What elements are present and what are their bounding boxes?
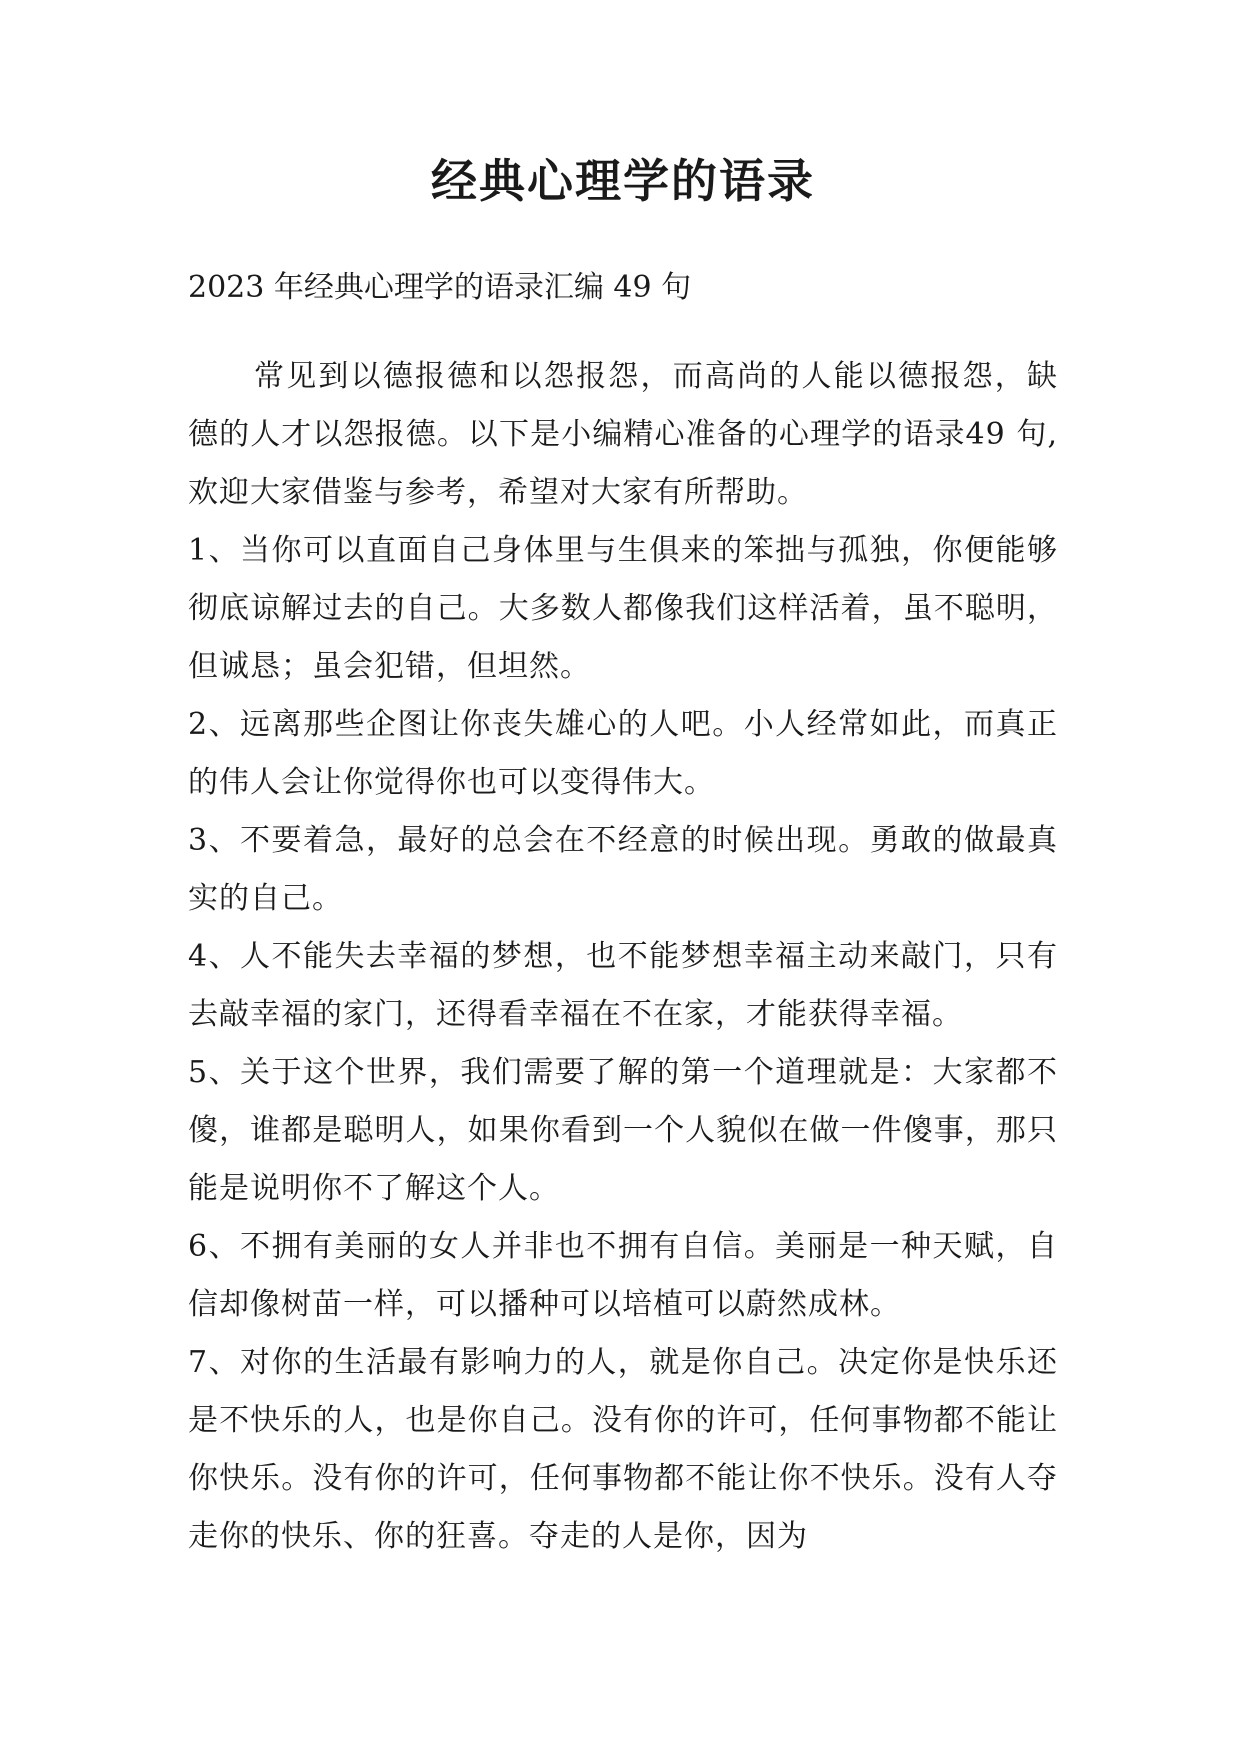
quote-item-6: 6、不拥有美丽的女人并非也不拥有自信。美丽是一种天赋，自信却像树苗一样，可以播种可以培植可以蔚然成林。 <box>188 1229 1058 1322</box>
document-page <box>188 0 1058 1754</box>
document-body <box>188 348 1058 1566</box>
quote-item-5: 5、关于这个世界，我们需要了解的第一个道理就是：大家都不傻，谁都是聪明人，如果你看到一个人貌似在做一件傻事，那只能是说明你不了解这个人。 <box>188 1055 1058 1206</box>
document-subtitle: 2023 年经典心理学的语录汇编 49 句 <box>188 270 692 305</box>
document-title: 经典心理学的语录 <box>431 154 815 208</box>
quote-item-2: 2、远离那些企图让你丧失雄心的人吧。小人经常如此，而真正的伟人会让你觉得你也可以变得伟大。 <box>188 707 1058 800</box>
intro-paragraph: 常见到以德报德和以怨报怨，而高尚的人能以德报怨，缺德的人才以怨报德。以下是小编精心准备的心理学的语录49 句,欢迎大家借鉴与参考，希望对大家有所帮助。 <box>188 359 1058 510</box>
quote-item-3: 3、不要着急，最好的总会在不经意的时候出现。勇敢的做最真实的自己。 <box>188 823 1058 916</box>
quote-item-4: 4、人不能失去幸福的梦想，也不能梦想幸福主动来敲门，只有去敲幸福的家门，还得看幸福在不在家，才能获得幸福。 <box>188 939 1058 1032</box>
quote-item-1: 1、当你可以直面自己身体里与生俱来的笨拙与孤独，你便能够彻底谅解过去的自己。大多数人都像我们这样活着，虽不聪明，但诚恳；虽会犯错，但坦然。 <box>188 533 1058 684</box>
quote-item-7: 7、对你的生活最有影响力的人，就是你自己。决定你是快乐还是不快乐的人，也是你自己。没有你的许可，任何事物都不能让你快乐。没有你的许可，任何事物都不能让你不快乐。没有人夺走你的快乐、你的狂喜。夺走的人是你，因为 <box>188 1345 1058 1554</box>
